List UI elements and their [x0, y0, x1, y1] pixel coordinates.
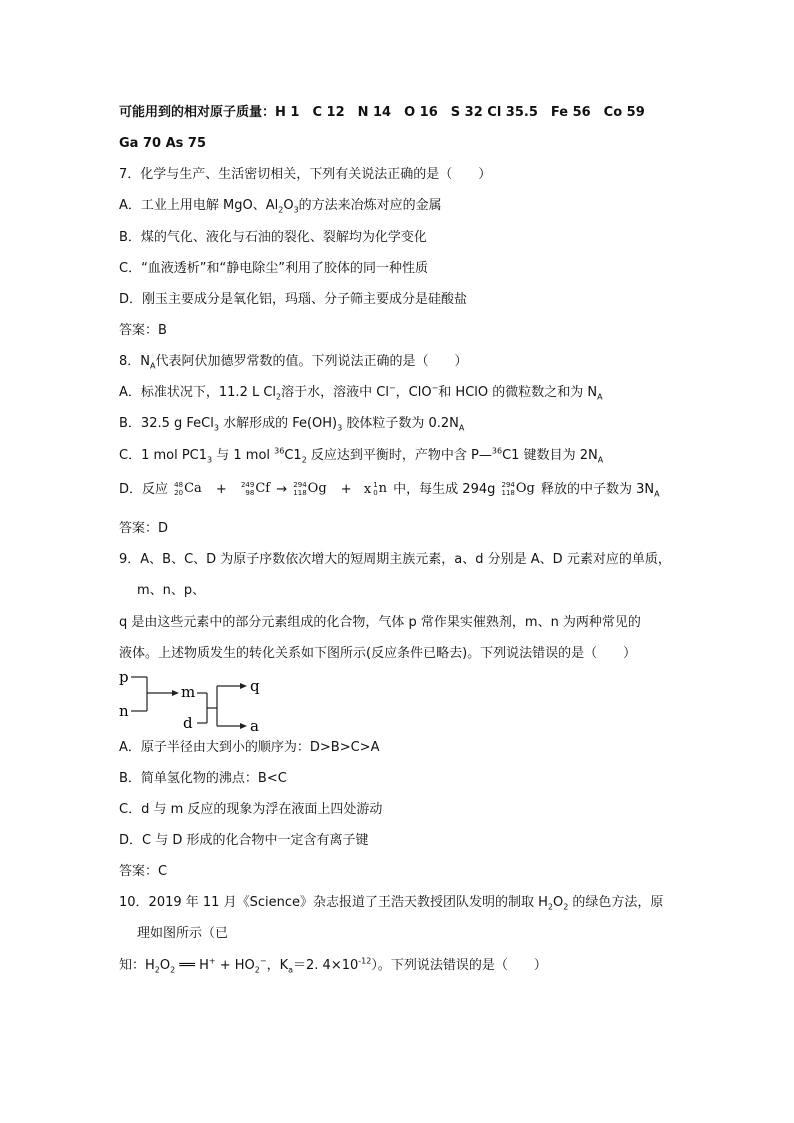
q9-stem-1: 9．A、B、C、D 为原子序数依次增大的短周期主族元素，a、d 分别是 A、D 元素对应的单质，	[119, 552, 671, 567]
q7-option-a: A．工业上用电解 MgO、$Al_2O_3$的方法来冶炼对应的金属	[119, 198, 442, 215]
conversion-diagram	[117, 666, 277, 732]
q8-option-c: C．1 mol $PC1_3$ 与 1 mol $^{36}C1_2$ 反应达到平衡时，产物中含 P—$^{36}$C1 键数目为 $2N_A$	[119, 446, 604, 465]
reaction-arrow: →	[276, 481, 288, 497]
q8-option-d: D．反应 48 20 Ca + 249 98 Cf → 294 118 Og + x 1 0 n 中，每生成 294g 294 118 Og 释放的中子数为 $3N_A$	[119, 481, 660, 499]
diagram-label-d: d	[183, 714, 193, 732]
q9-option-d: D．C 与 D 形成的化合物中一定含有离子键	[119, 833, 369, 848]
q9-answer: 答案：C	[119, 864, 168, 879]
q7-option-c: C．“血液透析”和“静电除尘”利用了胶体的同一种性质	[119, 261, 429, 276]
q7-option-d: D．刚玉主要成分是氧化铝，玛瑙、分子筛主要成分是硅酸盐	[119, 292, 468, 307]
q10-stem-1: 10．2019 年 11 月《Science》杂志报道了王浩天教授团队发明的制取 $H_2O_2$ 的绿色方法，原	[119, 895, 664, 912]
atomic-mass-line-2: Ga 70 As 75	[119, 136, 207, 151]
q7-answer: 答案：B	[119, 323, 167, 338]
diagram-label-m: m	[181, 683, 196, 701]
q9-stem-2: m、n、p、	[137, 583, 206, 598]
q10-stem-3: 知：$H_2O_2$ ══ $H^+ + HO_2^-$，$K_a=2$. $4\times 10^{-12}$）。下列说法错误的是（ ）	[119, 956, 547, 975]
nuclide-neutron: 1 0 n	[373, 481, 388, 497]
nuclide-og: 294 118 Og	[293, 481, 327, 497]
nuclide-cf: 249 98 Cf	[240, 481, 271, 497]
q8-answer: 答案：D	[119, 521, 169, 536]
q9-stem-3: q 是由这些元素中的部分元素组成的化合物，气体 p 常作果实催熟剂，m、n 为两种常见的	[119, 615, 641, 630]
q8-option-a: A．标准状况下，11.2 L $Cl_2$溶于水，溶液中 Cl−，ClO−和 HClO 的微粒数之和为 $N_A$	[119, 383, 603, 402]
nuclide-ca: 48 20 Ca	[174, 481, 202, 497]
q8-option-b: B．32.5 g FeCl$_3$ 水解形成的 $Fe(OH)_3$ 胶体粒子数为 $0.2N_A$	[119, 416, 465, 433]
atomic-mass-line: 可能用到的相对原子质量：H 1 C 12 N 14 O 16 S 32 Cl 35.5 Fe 56 Co 59	[119, 105, 645, 120]
q7-stem: 7．化学与生产、生活密切相关，下列有关说法正确的是（ ）	[119, 167, 492, 182]
diagram-label-q: q	[250, 677, 260, 695]
diagram-label-n: n	[119, 702, 129, 720]
q9-option-a: A．原子半径由大到小的顺序为：D>B>C>A	[119, 740, 380, 755]
diagram-label-p: p	[119, 668, 129, 686]
q9-stem-4: 液体。上述物质发生的转化关系如下图所示(反应条件已略去)。下列说法错误的是（ ）	[119, 646, 637, 661]
nuclide-og-2: 294 118 Og	[501, 481, 535, 497]
diagram-label-a: a	[250, 717, 259, 732]
q8-stem: 8．$N_A$代表阿伏加德罗常数的值。下列说法正确的是（ ）	[119, 354, 468, 371]
q9-option-b: B．简单氢化物的沸点：B<C	[119, 771, 287, 786]
q10-stem-2: 理如图所示（已	[137, 926, 229, 941]
q9-option-c: C．d 与 m 反应的现象为浮在液面上四处游动	[119, 802, 383, 817]
q7-option-b: B．煤的气化、液化与石油的裂化、裂解均为化学变化	[119, 230, 427, 245]
